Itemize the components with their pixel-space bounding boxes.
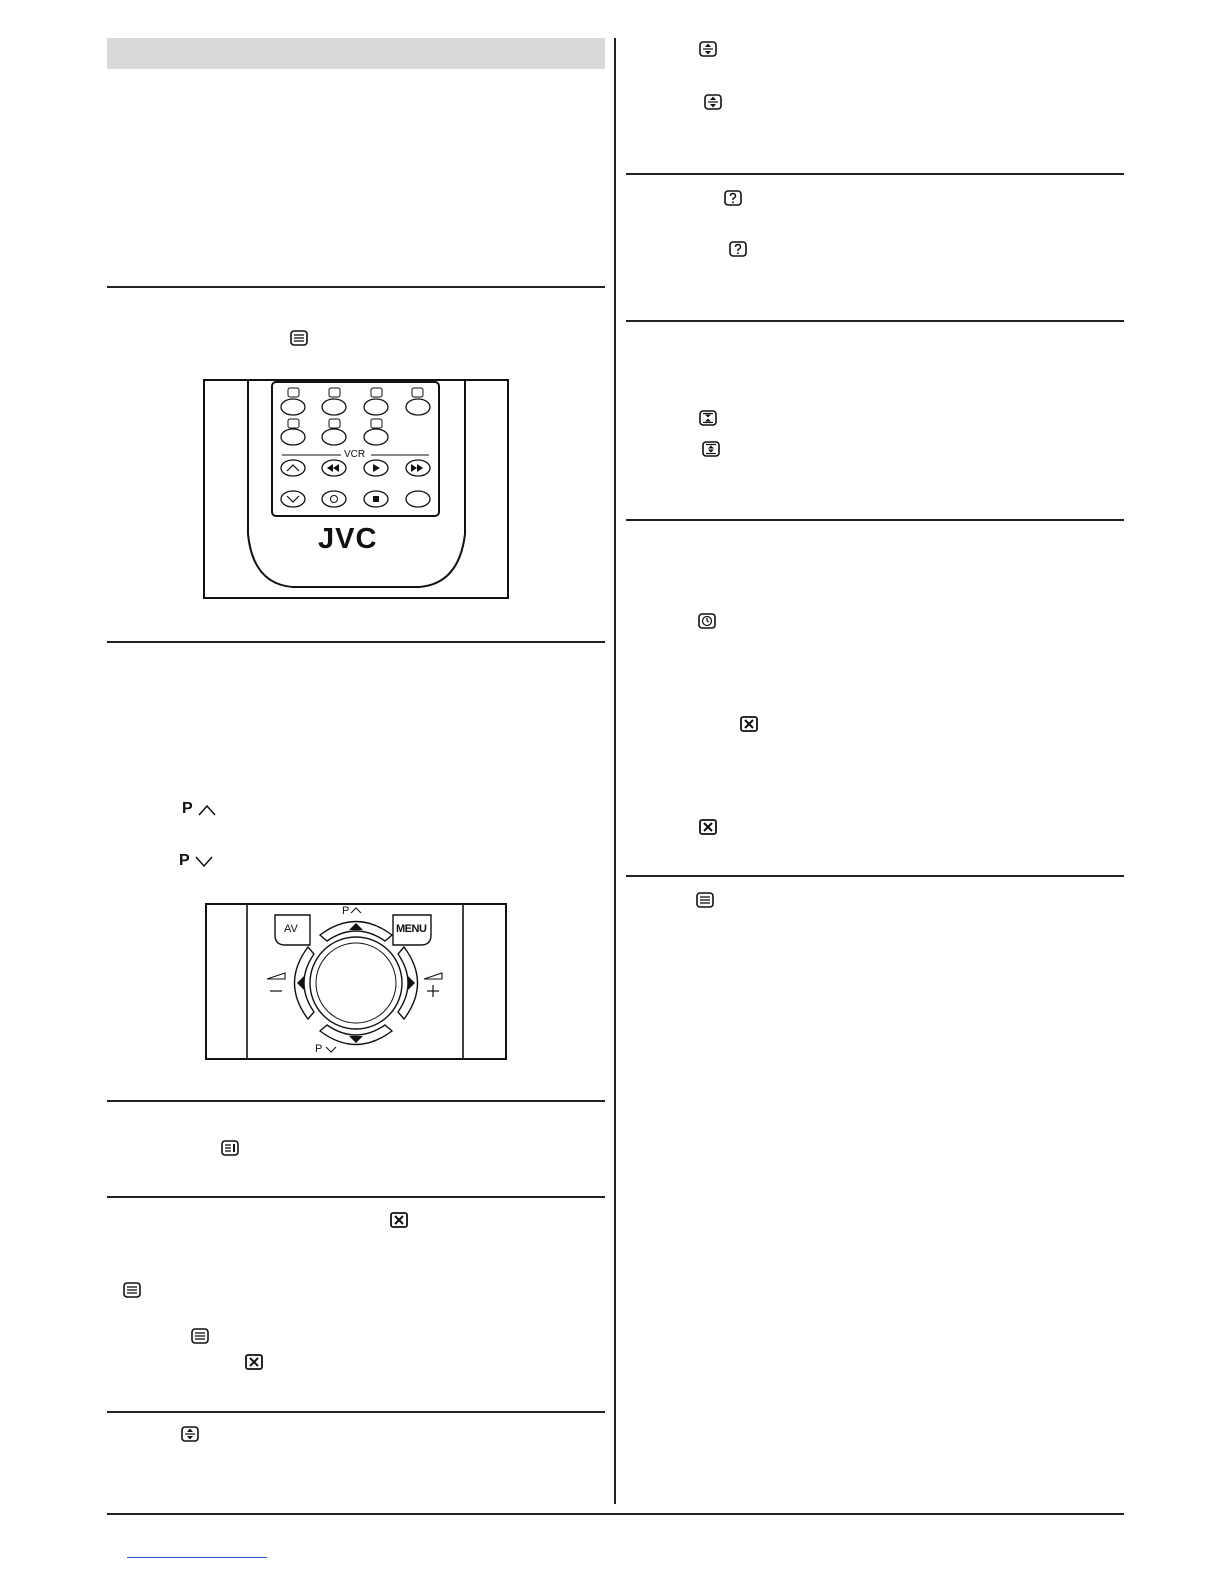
brand-logo: JVC — [318, 523, 378, 555]
cancel-icon — [699, 819, 717, 835]
chevron-up-icon — [198, 804, 216, 816]
cancel-icon — [245, 1354, 263, 1370]
av-label: AV — [284, 923, 298, 935]
footer-link-underline — [127, 1557, 267, 1558]
menu-label: MENU — [396, 923, 427, 935]
section-divider — [626, 875, 1124, 877]
program-down-panel-label: P — [315, 1043, 323, 1055]
program-up-panel-label: P — [342, 905, 350, 917]
clock-icon — [698, 613, 716, 629]
program-up-label: P — [182, 800, 193, 817]
section-header-bar — [107, 38, 605, 69]
section-divider — [626, 173, 1124, 175]
section-divider — [107, 1100, 605, 1102]
chevron-down-icon — [195, 856, 213, 868]
teletext-index-icon — [696, 892, 714, 908]
tv-control-panel-illustration — [205, 903, 507, 1060]
subpage-icon — [702, 441, 720, 457]
reveal-icon — [724, 190, 742, 206]
double-height-icon — [699, 41, 717, 57]
section-divider — [107, 1196, 605, 1198]
section-divider — [626, 320, 1124, 322]
cancel-icon — [390, 1212, 408, 1228]
reveal-icon — [729, 241, 747, 257]
vcr-label: VCR — [344, 449, 366, 460]
section-divider — [626, 519, 1124, 521]
double-height-icon — [704, 94, 722, 110]
section-divider — [107, 641, 605, 643]
section-divider — [107, 1411, 605, 1413]
column-divider — [614, 38, 616, 1504]
teletext-index-icon — [123, 1282, 141, 1298]
teletext-index-icon — [290, 330, 308, 346]
double-height-icon — [181, 1426, 199, 1442]
page-footer-rule — [107, 1513, 1124, 1515]
cancel-icon — [740, 716, 758, 732]
subpage-icon — [699, 410, 717, 426]
section-divider — [107, 286, 605, 288]
remote-control-illustration — [203, 379, 509, 599]
teletext-mix-icon — [221, 1140, 239, 1156]
teletext-index-icon — [191, 1328, 209, 1344]
program-down-label: P — [179, 852, 190, 869]
